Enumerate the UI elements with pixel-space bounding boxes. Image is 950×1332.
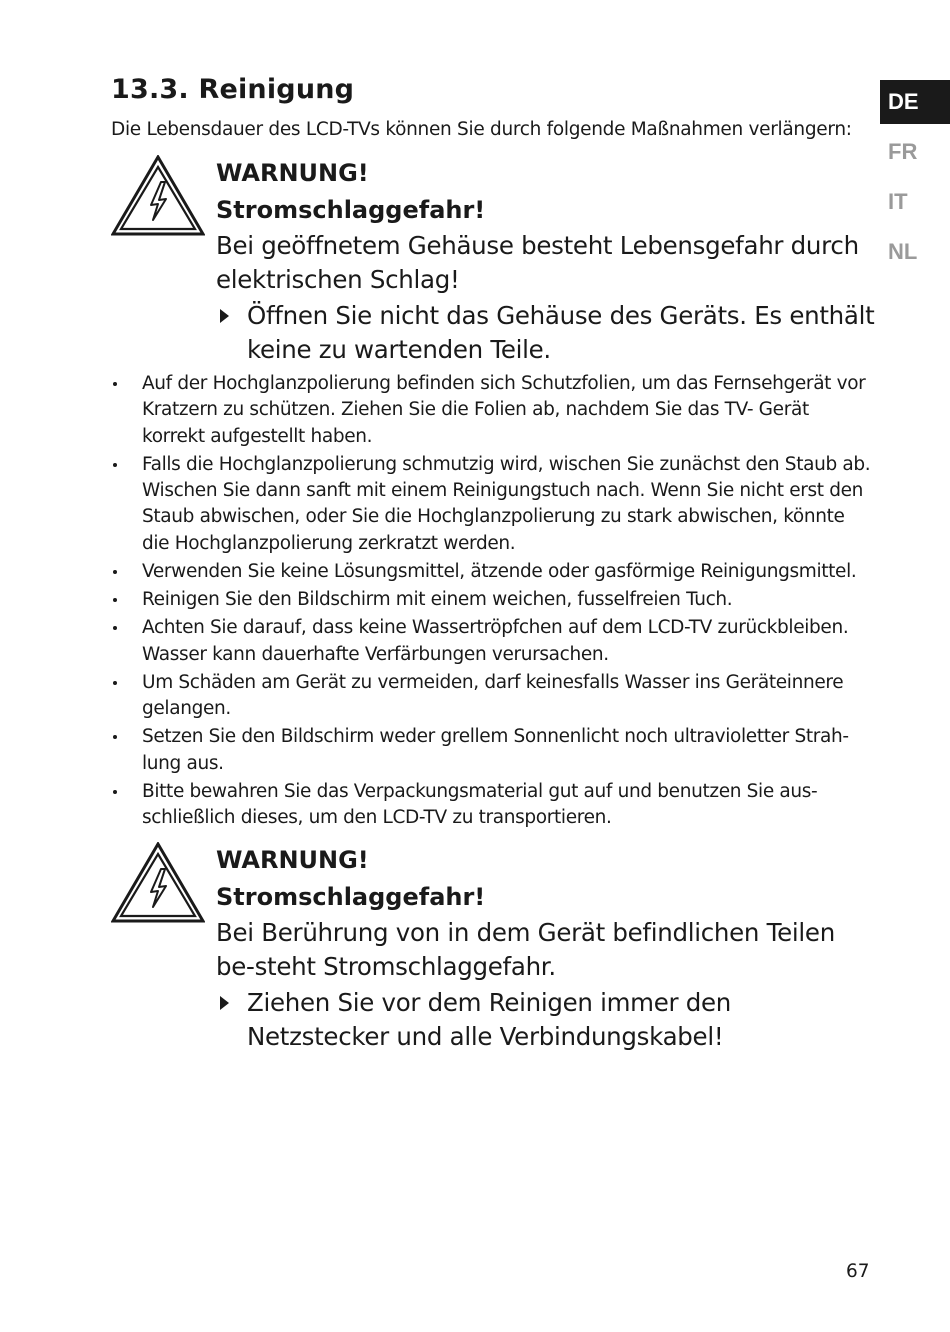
warning-action-text: Öffnen Sie nicht das Gehäuse des Geräts. Es enthält keine zu wartenden Teile. (247, 301, 875, 364)
list-item-text: Bitte bewahren Sie das Verpackungsmaterial gut auf und benutzen Sie aus-schließlich dieses, um den LCD-TV zu transportieren. (142, 780, 818, 828)
list-item (111, 615, 871, 668)
language-tab-fr[interactable]: FR (888, 139, 918, 164)
bullet-icon (113, 626, 117, 630)
page-number: 67 (846, 1261, 870, 1282)
warning-action (216, 299, 876, 367)
list-item (111, 559, 871, 585)
warning-subtitle: Stromschlaggefahr! (216, 196, 486, 224)
warning-body: Bei Berührung von in dem Gerät befindlichen Teilen be-steht Stromschlaggefahr. (216, 918, 835, 981)
bullet-icon (113, 598, 117, 602)
list-item-text: Falls die Hochglanzpolierung schmutzig wird, wischen Sie zunächst den Staub ab. Wischen Sie dann sanft mit einem Reinigungstuch nach. Wenn Sie nicht erst den Staub abwischen, oder Sie die Hochglanzpolierung zu stark abwischen, könnte die Hochglanzpolierung zerkratzt werden. (142, 453, 871, 554)
warning-action (216, 986, 876, 1054)
language-tab-it[interactable]: IT (888, 189, 908, 214)
cleaning-instructions-list (111, 371, 871, 833)
electric-shock-warning-icon (111, 842, 205, 924)
list-item-text: Um Schäden am Gerät zu vermeiden, darf keinesfalls Wasser ins Geräteinnere gelangen. (142, 671, 844, 720)
list-item-text: Reinigen Sie den Bildschirm mit einem weichen, fusselfreien Tuch. (142, 589, 733, 611)
list-item-text: Achten Sie darauf, dass keine Wassertröpfchen auf dem LCD-TV zurückbleiben. Wasser kann dauerhafte Verfärbungen verursachen. (142, 617, 849, 665)
language-tabs (880, 80, 950, 280)
warning-title: WARNUNG! (216, 846, 369, 874)
list-item-text: Verwenden Sie keine Lösungsmittel, ätzende oder gasförmige Reinigungsmittel. (142, 560, 857, 582)
triangle-right-icon (220, 309, 229, 323)
language-tab-nl[interactable]: NL (888, 239, 918, 264)
list-item (111, 670, 871, 723)
list-item (111, 779, 871, 832)
list-item (111, 724, 871, 777)
list-item-text: Setzen Sie den Bildschirm weder grellem Sonnenlicht noch ultravioletter Strah-lung aus. (142, 726, 849, 774)
section-heading: 13.3. Reinigung (111, 74, 355, 105)
warning-title: WARNUNG! (216, 159, 369, 187)
list-item (111, 452, 871, 557)
electric-shock-warning-icon (111, 155, 205, 237)
bullet-icon (113, 790, 117, 794)
list-item (111, 371, 871, 450)
bullet-icon (113, 382, 117, 386)
warning-action-text: Ziehen Sie vor dem Reinigen immer den Netzstecker und alle Verbindungskabel! (247, 988, 732, 1051)
warning-text-2 (216, 842, 876, 1054)
list-item (111, 587, 871, 613)
list-item-text: Auf der Hochglanzpolierung befinden sich Schutzfolien, um das Fernsehgerät vor Kratzern zu schützen. Ziehen Sie die Folien ab, nachdem Sie das TV- Gerät korrekt aufgestellt haben. (142, 373, 866, 447)
warning-subtitle: Stromschlaggefahr! (216, 883, 486, 911)
warning-text-1 (216, 155, 876, 367)
bullet-icon (113, 735, 117, 739)
warning-body: Bei geöffnetem Gehäuse besteht Lebensgefahr durch elektrischen Schlag! (216, 231, 859, 294)
language-tab-de[interactable]: DE (880, 80, 950, 124)
section-intro: Die Lebensdauer des LCD-TVs können Sie durch folgende Maßnahmen verlängern: (111, 119, 852, 140)
bullet-icon (113, 463, 117, 467)
bullet-icon (113, 570, 117, 574)
bullet-icon (113, 681, 117, 685)
triangle-right-icon (220, 996, 229, 1010)
